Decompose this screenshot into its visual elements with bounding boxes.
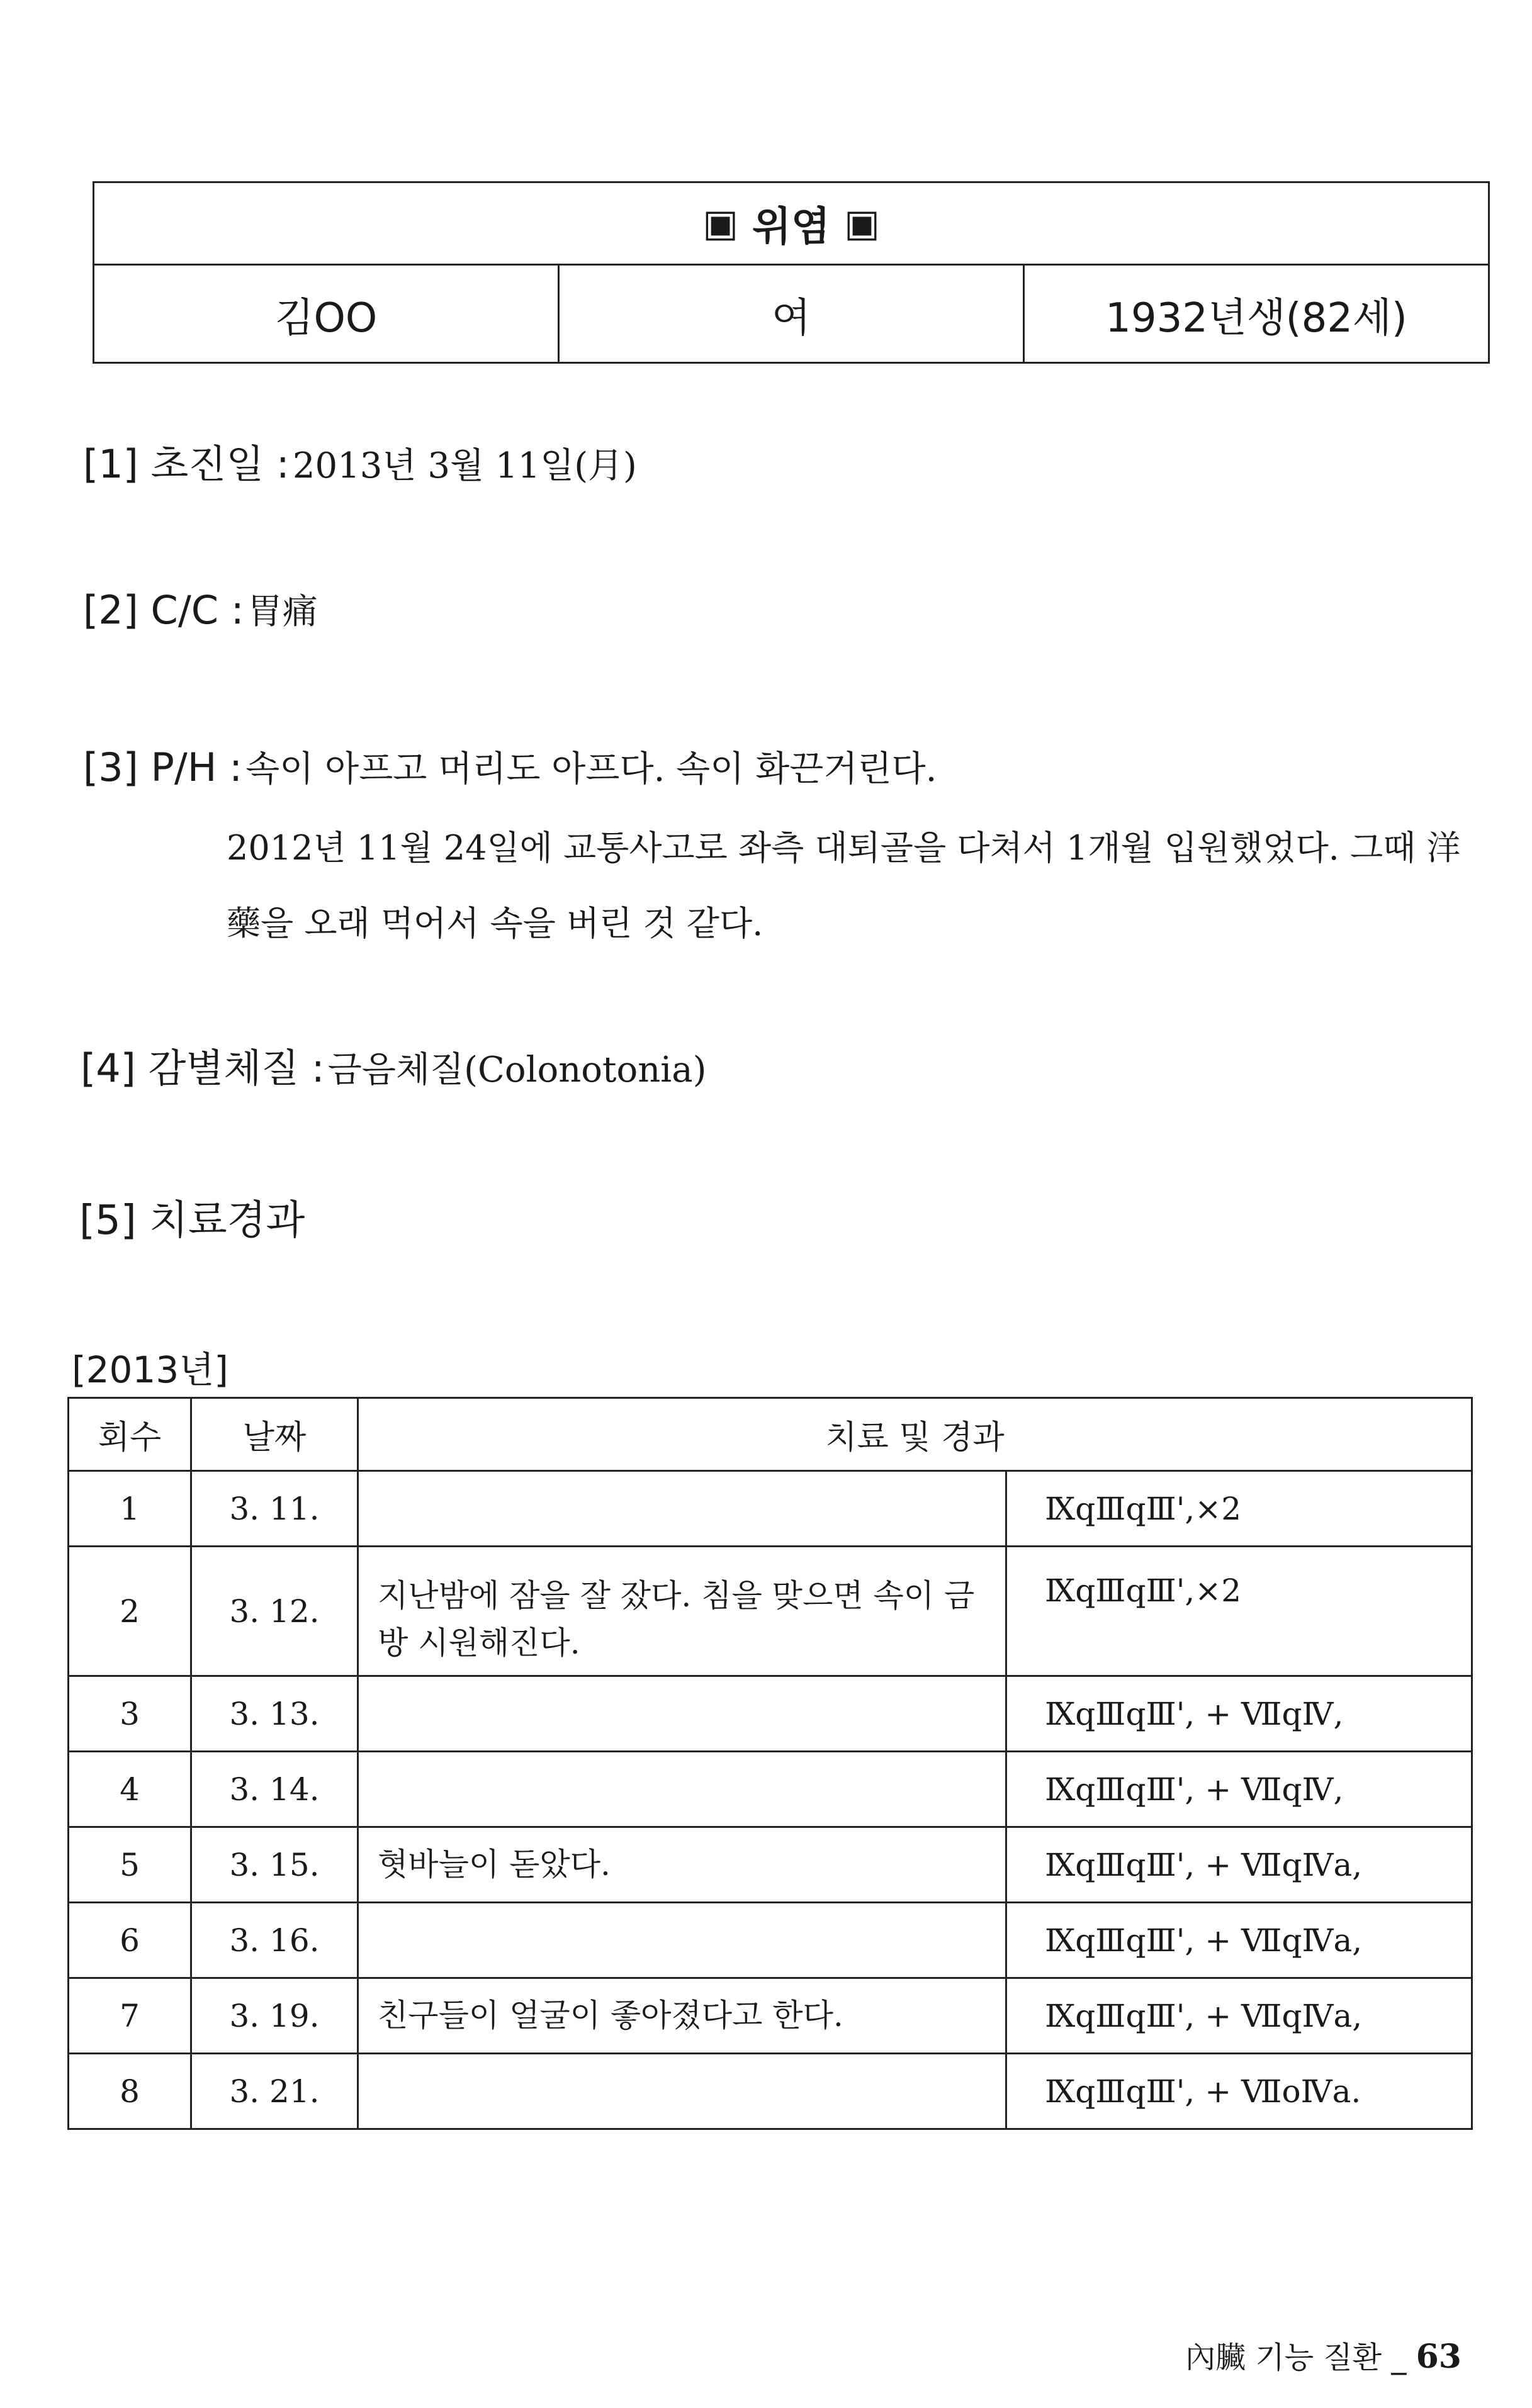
present-history-text-2: 2012년 11월 24일에 교통사고로 좌측 대퇴골을 다쳐서 1개월 입원했었다. 그때 洋 — [227, 828, 1461, 868]
table-row — [69, 1903, 1472, 1978]
table-header-row — [69, 1398, 1472, 1471]
present-history-text-1: 속이 아프고 머리도 아프다. 속이 화끈거린다. — [245, 749, 937, 790]
patient-sex: 여 — [560, 266, 1025, 364]
chief-complaint-line — [83, 584, 318, 634]
row-acupuncture: ⅨqⅢqⅢ', + ⅦqⅣa, — [1006, 1978, 1472, 2054]
row-acupuncture: ⅨqⅢqⅢ', + ⅦqⅣa, — [1006, 1903, 1472, 1978]
chief-complaint-label: [2] C/C : — [83, 587, 244, 633]
first-visit-line — [83, 433, 637, 489]
col-header-treatment: 치료 및 경과 — [358, 1398, 1472, 1471]
present-history-line — [83, 741, 937, 792]
page-footer — [1185, 2333, 1462, 2377]
row-acupuncture: ⅨqⅢqⅢ', + ⅦqⅣa, — [1006, 1827, 1472, 1903]
row-note — [358, 1752, 1006, 1827]
footer-section-title: 內臟 기능 질환 _ — [1185, 2340, 1407, 2375]
table-row — [69, 1471, 1472, 1547]
patient-birth: 1932년생(82세) — [1105, 295, 1407, 342]
col-header-count: 회수 — [69, 1398, 191, 1471]
row-date: 3. 19. — [191, 1978, 358, 2054]
table-row — [69, 1978, 1472, 2054]
row-note — [358, 1471, 1006, 1547]
row-count: 2 — [69, 1547, 191, 1676]
row-date: 3. 11. — [191, 1471, 358, 1547]
row-note: 혓바늘이 돋았다. — [358, 1827, 1006, 1903]
row-acupuncture: ⅨqⅢqⅢ', + ⅦoⅣa. — [1006, 2054, 1472, 2129]
treatment-table — [67, 1397, 1473, 2130]
table-year-label: [2013년] — [72, 1348, 228, 1391]
row-count: 4 — [69, 1752, 191, 1827]
patient-info-row — [94, 266, 1488, 364]
row-note: 친구들이 얼굴이 좋아졌다고 한다. — [358, 1978, 1006, 2054]
constitution-value: 금음체질(Colonotonia) — [327, 1050, 707, 1090]
first-visit-value: 2013년 3월 11일(月) — [292, 445, 637, 486]
row-acupuncture: ⅨqⅢqⅢ', + ⅦqⅣ, — [1006, 1676, 1472, 1752]
case-title: 위염 — [752, 204, 830, 250]
row-count: 1 — [69, 1471, 191, 1547]
treatment-progress-heading: [5] 치료경과 — [79, 1197, 305, 1244]
case-title-row — [94, 183, 1488, 266]
first-visit-label: [1] 초진일 : — [83, 441, 290, 487]
row-count: 6 — [69, 1903, 191, 1978]
chief-complaint-value: 胃痛 — [247, 591, 318, 632]
row-note — [358, 2054, 1006, 2129]
present-history-text-3: 藥을 오래 먹어서 속을 버린 것 같다. — [227, 904, 763, 943]
row-date: 3. 13. — [191, 1676, 358, 1752]
title-marker-left-icon: ▣ — [702, 201, 738, 245]
table-row — [69, 2054, 1472, 2129]
page-number: 63 — [1416, 2338, 1462, 2376]
row-count: 3 — [69, 1676, 191, 1752]
patient-name: 김OO — [94, 266, 560, 364]
row-acupuncture: ⅨqⅢqⅢ', + ⅦqⅣ, — [1006, 1752, 1472, 1827]
row-count: 8 — [69, 2054, 191, 2129]
constitution-line — [81, 1037, 706, 1093]
present-history-label: [3] P/H : — [83, 744, 243, 790]
row-date: 3. 14. — [191, 1752, 358, 1827]
table-row — [69, 1676, 1472, 1752]
col-header-date: 날짜 — [191, 1398, 358, 1471]
row-date: 3. 12. — [191, 1547, 358, 1676]
row-date: 3. 15. — [191, 1827, 358, 1903]
case-header-box — [93, 181, 1490, 364]
row-acupuncture: ⅨqⅢqⅢ',×2 — [1006, 1547, 1472, 1676]
row-date: 3. 21. — [191, 2054, 358, 2129]
row-acupuncture: ⅨqⅢqⅢ',×2 — [1006, 1471, 1472, 1547]
row-note: 지난밤에 잠을 잘 잤다. 침을 맞으면 속이 금방 시원해진다. — [358, 1547, 1006, 1676]
title-marker-right-icon: ▣ — [844, 201, 880, 245]
row-count: 7 — [69, 1978, 191, 2054]
row-note — [358, 1676, 1006, 1752]
row-date: 3. 16. — [191, 1903, 358, 1978]
row-count: 5 — [69, 1827, 191, 1903]
table-row — [69, 1752, 1472, 1827]
table-row — [69, 1547, 1472, 1676]
row-note — [358, 1903, 1006, 1978]
constitution-label: [4] 감별체질 : — [81, 1045, 325, 1091]
table-row — [69, 1827, 1472, 1903]
